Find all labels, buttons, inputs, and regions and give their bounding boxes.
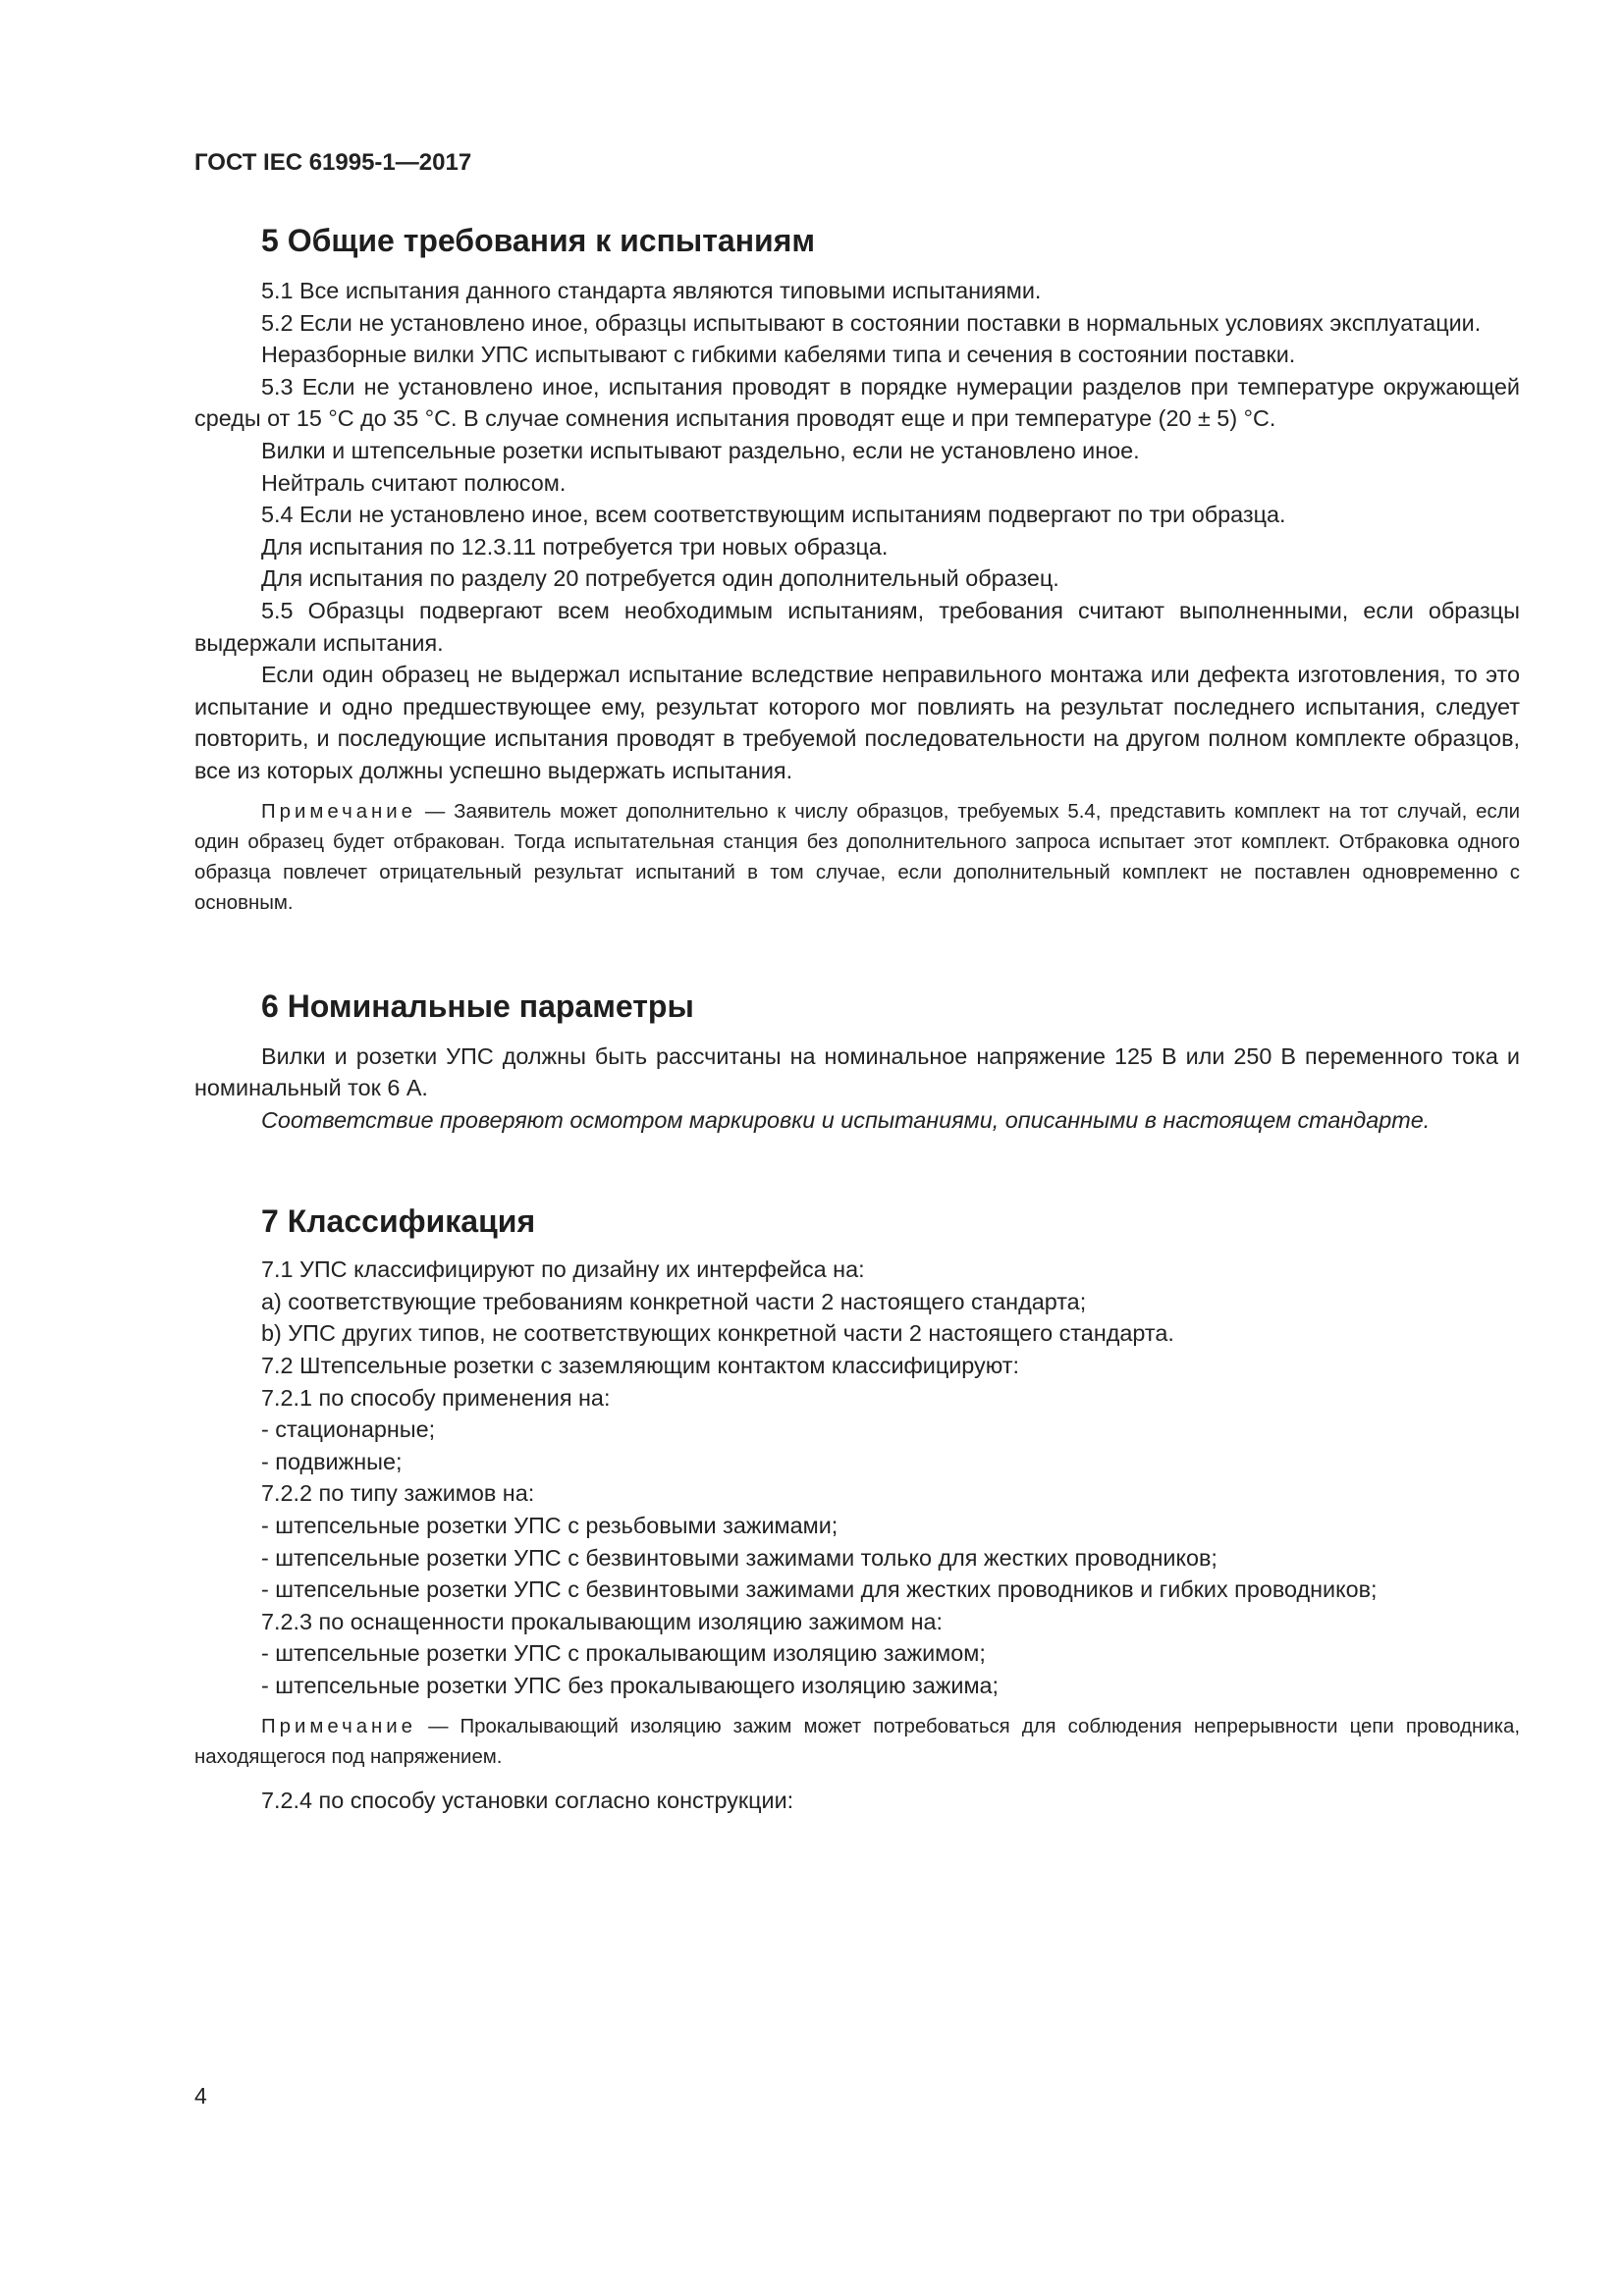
item-7-1-b: b) УПС других типов, не соответствующих конкретной части 2 настоящего стандарта. — [261, 1320, 1174, 1347]
paragraph-6-compliance: Соответствие проверяют осмотром маркировки и испытаниями, описанными в настоящем стандарте. — [261, 1106, 1431, 1133]
item-7-1-a: a) соответствующие требованиям конкретной части 2 настоящего стандарта; — [261, 1288, 1087, 1314]
item-7-2-3-with-idc: - штепсельные розетки УПС с прокалывающим изоляцию зажимом; — [261, 1640, 986, 1667]
section-5-note — [194, 797, 1520, 919]
item-7-2-1: 7.2.1 по способу применения на: — [261, 1384, 611, 1411]
section-6-heading: 6 Номинальные параметры — [261, 988, 694, 1024]
note-text: — Прокалывающий изоляцию зажим может потребоваться для соблюдения непрерывности цепи проводника, находящегося под напряжением. — [194, 1715, 1520, 1768]
item-7-2-3: 7.2.3 по оснащенности прокалывающим изоляцию зажимом на: — [261, 1608, 944, 1634]
item-7-2-2-screw: - штепсельные розетки УПС с резьбовыми зажимами; — [261, 1513, 839, 1539]
document-header: ГОСТ IEC 61995-1—2017 — [194, 149, 472, 176]
document-body — [194, 196, 1520, 1816]
section-5-heading: 5 Общие требования к испытаниям — [261, 223, 816, 258]
item-7-2-4: 7.2.4 по способу установки согласно конструкции: — [261, 1787, 794, 1813]
paragraph-5-2-cables: Неразборные вилки УПС испытывают с гибкими кабелями типа и сечения в состоянии поставки. — [261, 342, 1296, 368]
section-7-note — [194, 1712, 1520, 1773]
item-7-2-2-screwless-rigid: - штепсельные розетки УПС с безвинтовыми зажимами только для жестких проводников; — [261, 1544, 1217, 1571]
item-7-2: 7.2 Штепсельные розетки с заземляющим контактом классифицируют: — [261, 1353, 1019, 1379]
note-label: Примечание — [261, 1715, 417, 1737]
paragraph-5-1: 5.1 Все испытания данного стандарта являются типовыми испытаниями. — [261, 278, 1042, 303]
note-text: — Заявитель может дополнительно к числу образцов, требуемых 5.4, представить комплект на тот случай, если один образец будет отбракован. Тогда испытательная станция без дополнительного запроса испытает этот комплект. Отбраковка одного образца повлечет отрицательный результат испытаний в том случае, если дополнительный комплект не поставлен одновременно с основным. — [194, 800, 1520, 914]
paragraph-5-3-neutral: Нейтраль считают полюсом. — [261, 469, 567, 496]
paragraph-5-5-failure: Если один образец не выдержал испытание вследствие неправильного монтажа или дефекта изготовления, то это испытание и одно предшествующее ему, результат которого мог повлиять на результат последнего испытания, следует повторить, и последующие испытания проводят в требуемой последовательности на другом полном комплекте образцов, все из которых должны успешно выдержать испытания. — [194, 662, 1520, 783]
item-7-2-3-without-idc: - штепсельные розетки УПС без прокалывающего изоляцию зажима; — [261, 1673, 1000, 1698]
paragraph-5-2: 5.2 Если не установлено иное, образцы испытывают в состоянии поставки в нормальных условиях эксплуатации. — [261, 309, 1482, 336]
paragraph-5-4: 5.4 Если не установлено иное, всем соответствующим испытаниям подвергают по три образца. — [261, 502, 1286, 528]
paragraph-5-3: 5.3 Если не установлено иное, испытания проводят в порядке нумерации разделов при температуре окружающей среды от 15 °С до 35 °С. В случае сомнения испытания проводят еще и при температуре (20 ± 5) °С. — [194, 373, 1520, 432]
paragraph-5-4-samples: Для испытания по 12.3.11 потребуется три новых образца. — [261, 533, 889, 560]
paragraph-5-3-separately: Вилки и штепсельные розетки испытывают раздельно, если не установлено иное. — [261, 437, 1140, 463]
note-label: Примечание — [261, 800, 417, 823]
item-7-2-1-portable: - подвижные; — [261, 1448, 403, 1474]
item-7-1: 7.1 УПС классифицируют по дизайну их интерфейса на: — [261, 1256, 865, 1283]
item-7-2-1-stationary: - стационарные; — [261, 1416, 436, 1443]
item-7-2-2: 7.2.2 по типу зажимов на: — [261, 1480, 535, 1507]
page-number: 4 — [194, 2083, 207, 2109]
item-7-2-2-screwless-rigid-flexible: - штепсельные розетки УПС с безвинтовыми зажимами для жестких проводников и гибких проводников; — [261, 1576, 1378, 1603]
paragraph-5-4-extra-sample: Для испытания по разделу 20 потребуется один дополнительный образец. — [261, 565, 1059, 592]
section-7-heading: 7 Классификация — [261, 1203, 536, 1240]
paragraph-6-rating: Вилки и розетки УПС должны быть рассчитаны на номинальное напряжение 125 В или 250 В переменного тока и номинальный ток 6 А. — [194, 1042, 1520, 1101]
paragraph-5-5: 5.5 Образцы подвергают всем необходимым испытаниям, требования считают выполненными, если образцы выдержали испытания. — [194, 597, 1520, 656]
